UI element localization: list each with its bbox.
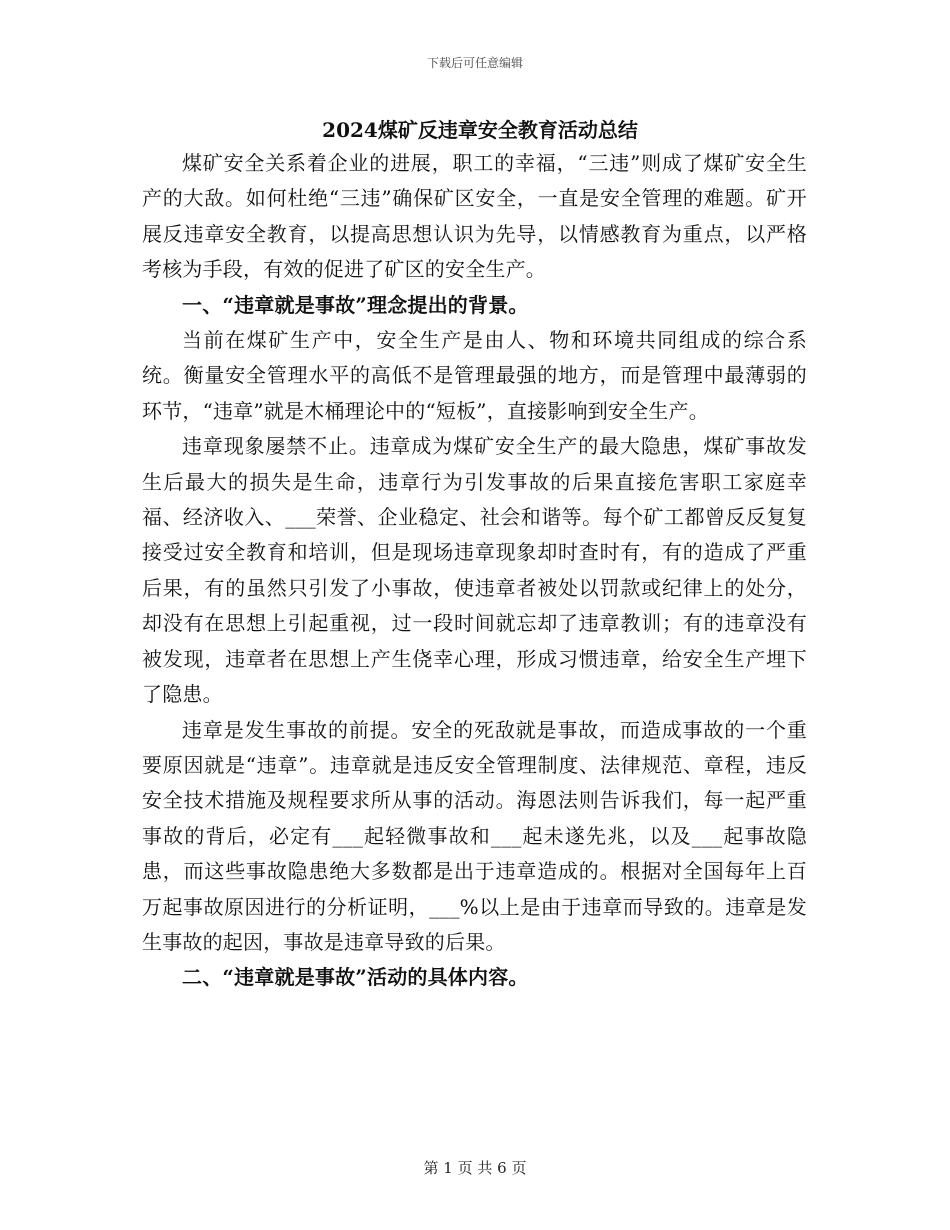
document-title: 2024煤矿反违章安全教育活动总结 — [322, 118, 638, 142]
premise-paragraph: 违章是发生事故的前提。安全的死敌就是事故，而造成事故的一个重要原因就是“违章”。违章就是违反安全管理制度、法律规范、章程，违反安全技术措施及规程要求所从事的活动。海恩法则告诉我们，每一起严重事故的背后，必定有___起轻微事故和___起未遂先兆，以及___起事故隐患，而这些事故隐患绝大多数都是出于违章造成的。根据对全国每年上百万起事故原因进行的分析证明，___%以上是由于违章而导致的。违章是发生事故的起因，事故是违章导致的后果。 — [142, 717, 807, 954]
intro-paragraph: 煤矿安全关系着企业的进展，职工的幸福，“三违”则成了煤矿安全生产的大敌。如何杜绝“三违”确保矿区安全，一直是安全管理的难题。矿开展反违章安全教育，以提高思想认识为先导，以情感教育为重点，以严格考核为手段，有效的促进了矿区的安全生产。 — [142, 151, 807, 282]
document-body — [142, 146, 807, 996]
header-note: 下载后可任意编辑 — [426, 56, 523, 70]
page-number: 第 1 页 共 6 页 — [423, 1159, 527, 1177]
violation-paragraph: 违章现象屡禁不止。违章成为煤矿安全生产的最大隐患，煤矿事故发生后最大的损失是生命，违章行为引发事故的后果直接危害职工家庭幸福、经济收入、___荣誉、企业稳定、社会和谐等。每个矿工都曾反反复复接受过安全教育和培训，但是现场违章现象却时查时有，有的造成了严重后果，有的虽然只引发了小事故，使违章者被处以罚款或纪律上的处分，却没有在思想上引起重视，过一段时间就忘却了违章教训；有的违章没有被发现，违章者在思想上产生侥幸心理，形成习惯违章，给安全生产埋下了隐患。 — [142, 434, 807, 707]
section-heading-2: 二、“违章就是事故”活动的具体内容。 — [182, 965, 529, 990]
background-paragraph: 当前在煤矿生产中，安全生产是由人、物和环境共同组成的综合系统。衡量安全管理水平的高低不是管理最强的地方，而是管理中最薄弱的环节，“违章”就是木桶理论中的“短板”，直接影响到安全生产。 — [142, 328, 807, 423]
section-heading-1: 一、“违章就是事故”理念提出的背景。 — [182, 292, 529, 317]
